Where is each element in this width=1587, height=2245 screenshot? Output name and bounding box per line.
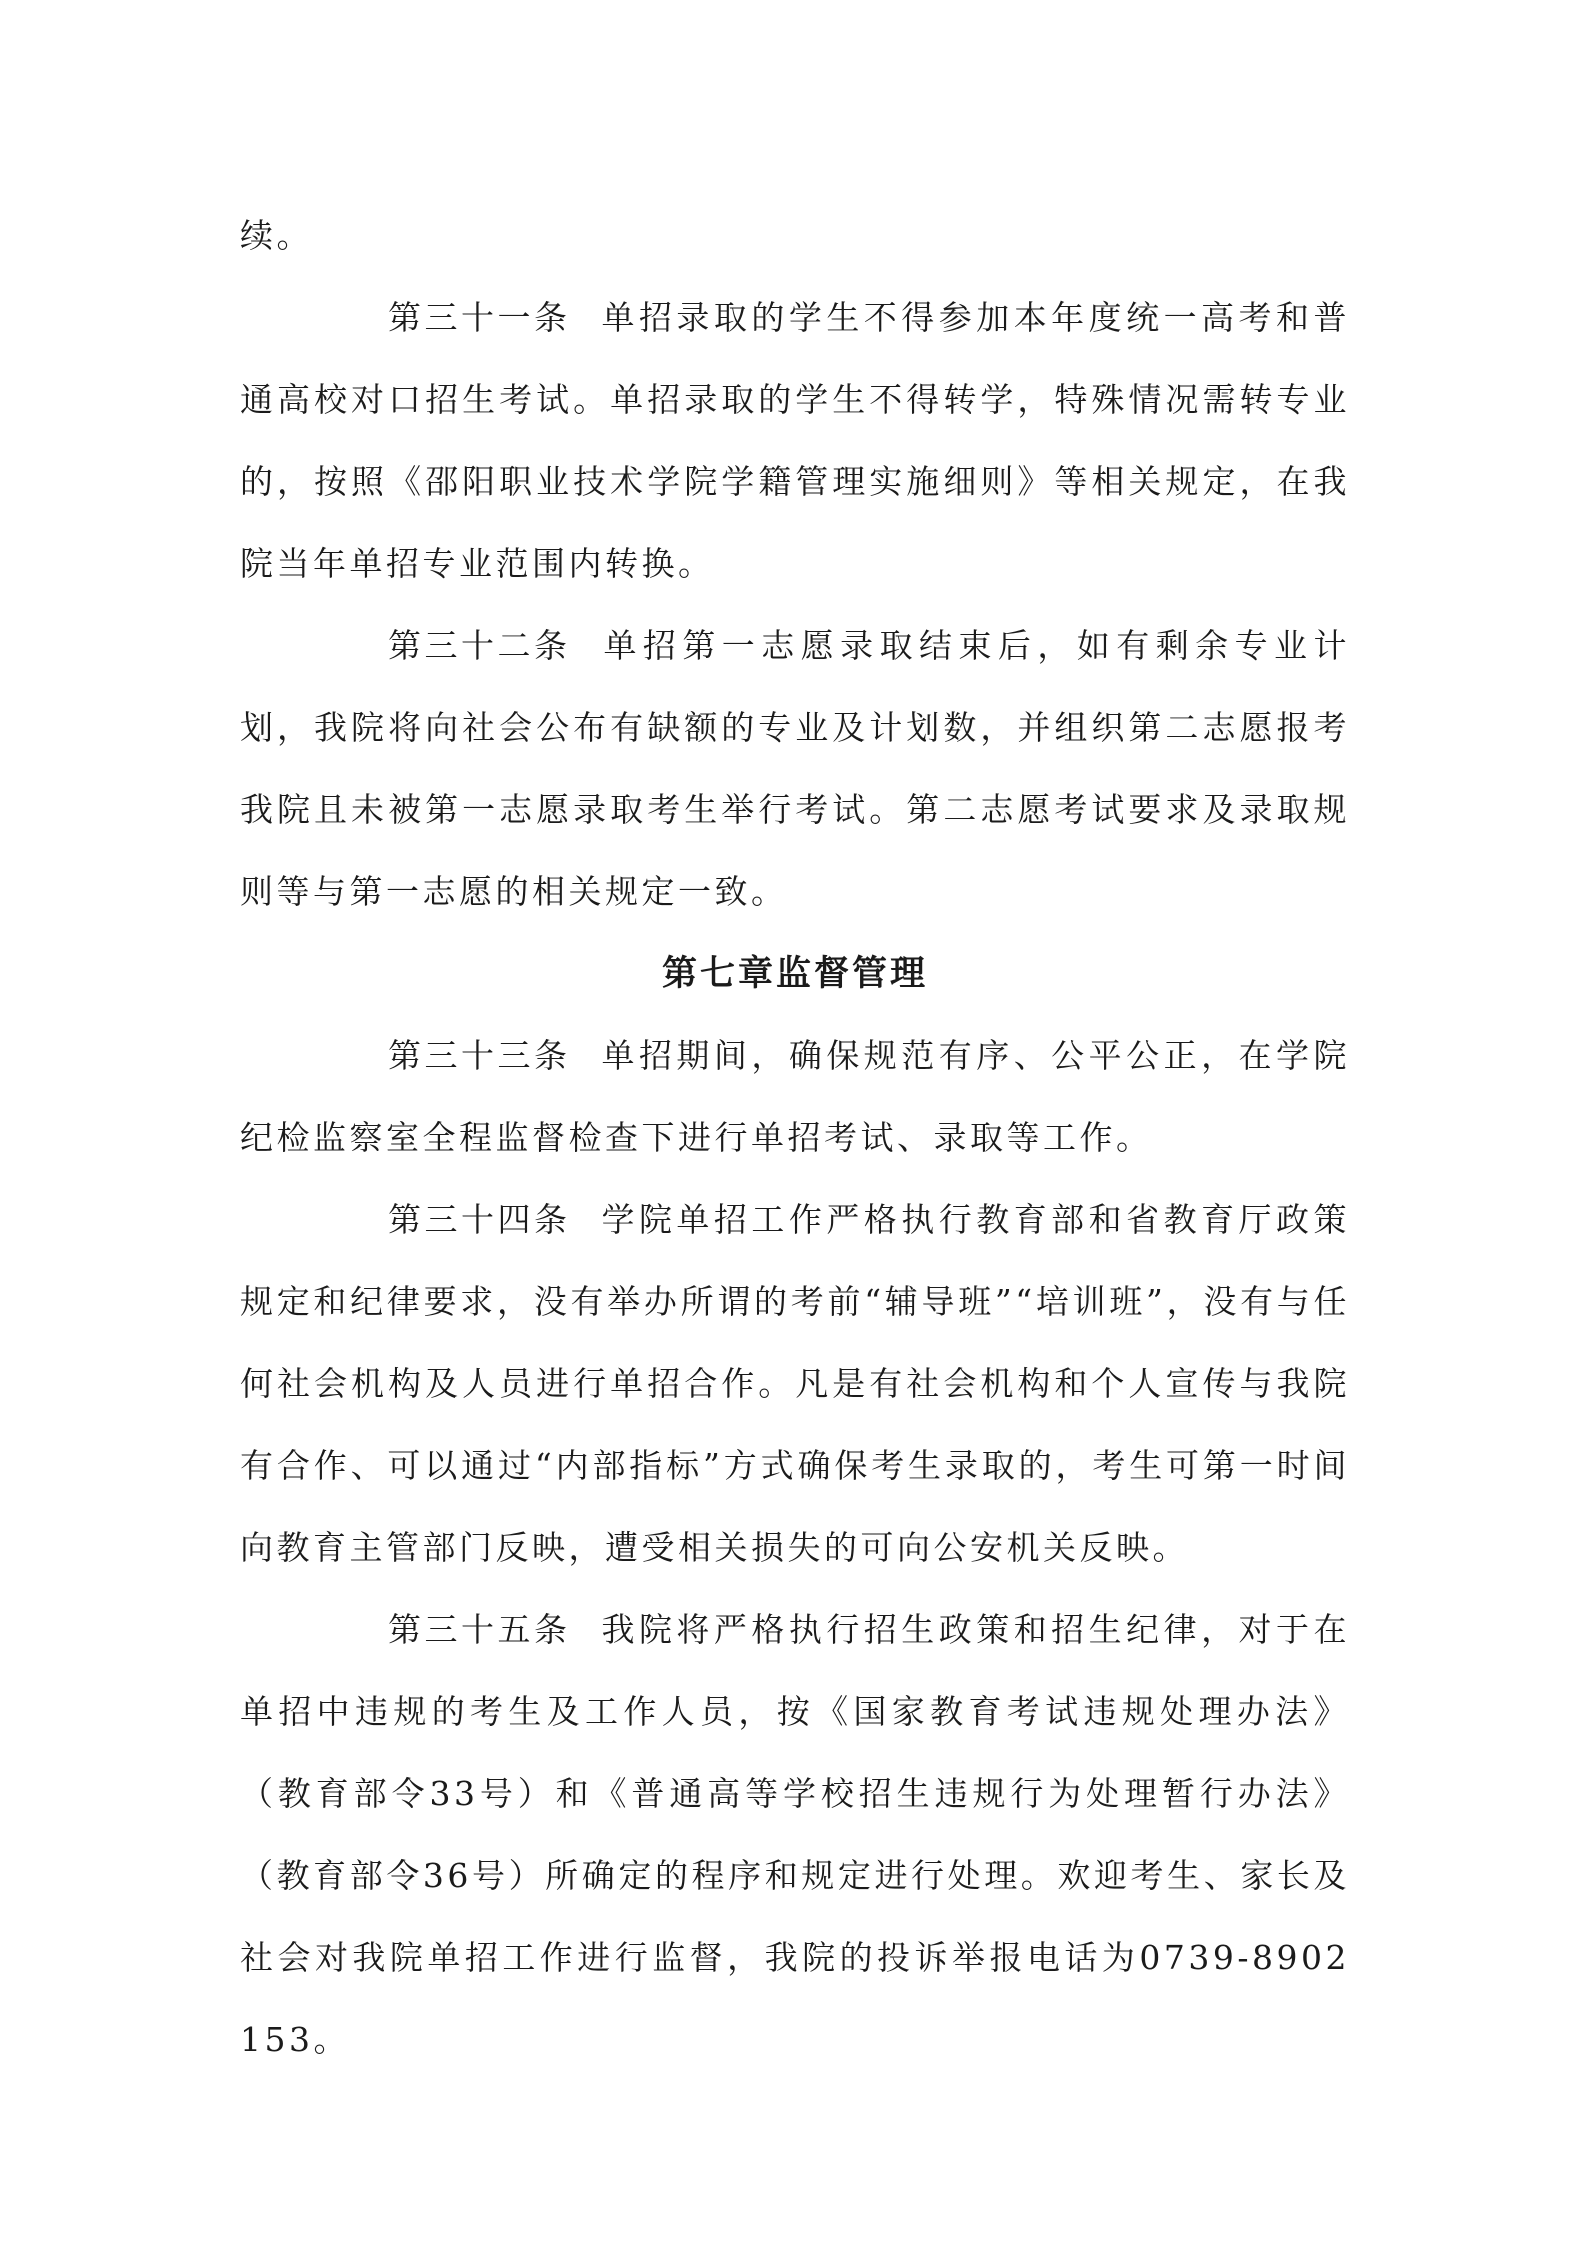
article-33-paragraph [240,1015,1350,1179]
article-35-text: 我院将严格执行招生政策和招生纪律，对于在单招中违规的考生及工作人员，按《国家教育考试违规处理办法》（教育部令33号）和《普通高等学校招生违规行为处理暂行办法》（教育部令36号）所确定的程序和规定进行处理。欢迎考生、家长及社会对我院单招工作进行监督，我院的投诉举报电话为0739-8902153。 [240,1610,1350,2059]
article-33-text: 单招期间，确保规范有序、公平公正，在学院纪检监察室全程监督检查下进行单招考试、录取等工作。 [240,1036,1350,1157]
article-31-label: 第三十一条 [388,298,571,337]
document-body [240,195,1350,2081]
article-31-paragraph [240,277,1350,605]
article-32-label: 第三十二条 [388,626,571,665]
continuation-paragraph [240,195,1350,277]
chapter-title: 第七章监督管理 [661,954,928,994]
article-33-label: 第三十三条 [388,1036,571,1075]
article-34-label: 第三十四条 [388,1200,571,1239]
article-35-paragraph [240,1589,1350,2081]
article-31-text: 单招录取的学生不得参加本年度统一高考和普通高校对口招生考试。单招录取的学生不得转学，特殊情况需转专业的，按照《邵阳职业技术学院学籍管理实施细则》等相关规定，在我院当年单招专业范围内转换。 [240,298,1350,583]
article-34-paragraph [240,1179,1350,1589]
article-32-text: 单招第一志愿录取结束后，如有剩余专业计划，我院将向社会公布有缺额的专业及计划数，并组织第二志愿报考我院且未被第一志愿录取考生举行考试。第二志愿考试要求及录取规则等与第一志愿的相关规定一致。 [240,626,1350,911]
continuation-text: 续。 [240,216,313,255]
article-34-text: 学院单招工作严格执行教育部和省教育厅政策规定和纪律要求，没有举办所谓的考前“辅导班”“培训班”，没有与任何社会机构及人员进行单招合作。凡是有社会机构和个人宣传与我院有合作、可以通过“内部指标”方式确保考生录取的，考生可第一时间向教育主管部门反映，遭受相关损失的可向公安机关反映。 [240,1200,1350,1567]
article-32-paragraph [240,605,1350,933]
article-35-label: 第三十五条 [388,1610,571,1649]
